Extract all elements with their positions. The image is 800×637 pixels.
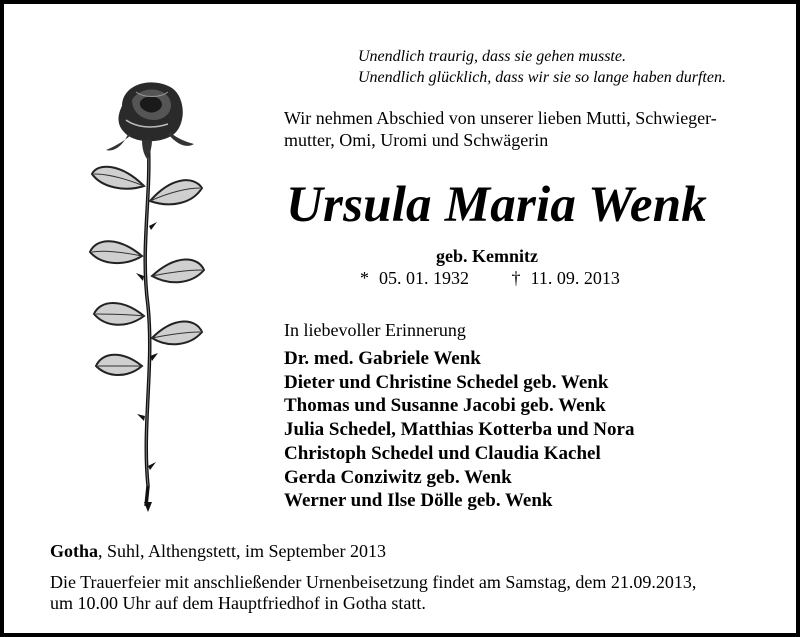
mourner-item: Christoph Schedel und Claudia Kachel — [284, 442, 601, 464]
death-symbol: † — [511, 268, 521, 288]
remembrance-text: In liebevoller Erinnerung — [284, 320, 466, 340]
birth-date: 05. 01. 1932 — [379, 268, 469, 288]
mourner-item: Dieter und Christine Schedel geb. Wenk — [284, 371, 609, 393]
service-line: Die Trauerfeier mit anschließender Urnenbeisetzung findet am Samstag, dem 21.09.2013, — [50, 572, 697, 592]
place-date-line — [50, 540, 386, 562]
motto — [358, 46, 726, 88]
mourner-item: Julia Schedel, Matthias Kotterba und Nora — [284, 419, 635, 441]
mourner-item: Gerda Conziwitz geb. Wenk — [284, 466, 512, 488]
mourner-item: Thomas und Susanne Jacobi geb. Wenk — [284, 395, 606, 417]
place-city: Gotha — [50, 541, 99, 561]
life-dates — [360, 267, 620, 289]
deceased-name: Ursula Maria Wenk — [286, 177, 707, 233]
intro-line: mutter, Omi, Uromi und Schwägerin — [284, 130, 549, 150]
motto-line: Unendlich traurig, dass sie gehen musste. — [358, 48, 626, 65]
service-info — [50, 572, 770, 614]
death-date: 11. 09. 2013 — [530, 268, 620, 288]
birth-symbol: * — [360, 268, 369, 288]
service-line: um 10.00 Uhr auf dem Hauptfriedhof in Gotha statt. — [50, 593, 426, 613]
intro-line: Wir nehmen Abschied von unserer lieben Mutti, Schwieger- — [284, 108, 717, 128]
mourners-list — [284, 347, 634, 513]
death-date-group — [512, 267, 620, 289]
motto-line: Unendlich glücklich, dass wir sie so lange haben durften. — [358, 69, 726, 86]
mourner-item: Dr. med. Gabriele Wenk — [284, 348, 481, 369]
maiden-name: geb. Kemnitz — [436, 246, 538, 266]
place-date-rest: , Suhl, Althengstett, im September 2013 — [98, 541, 386, 561]
mourner-item: Werner und Ilse Dölle geb. Wenk — [284, 490, 553, 512]
rose-icon — [82, 76, 212, 516]
birth-date-group — [360, 267, 469, 289]
intro-text — [284, 107, 784, 151]
